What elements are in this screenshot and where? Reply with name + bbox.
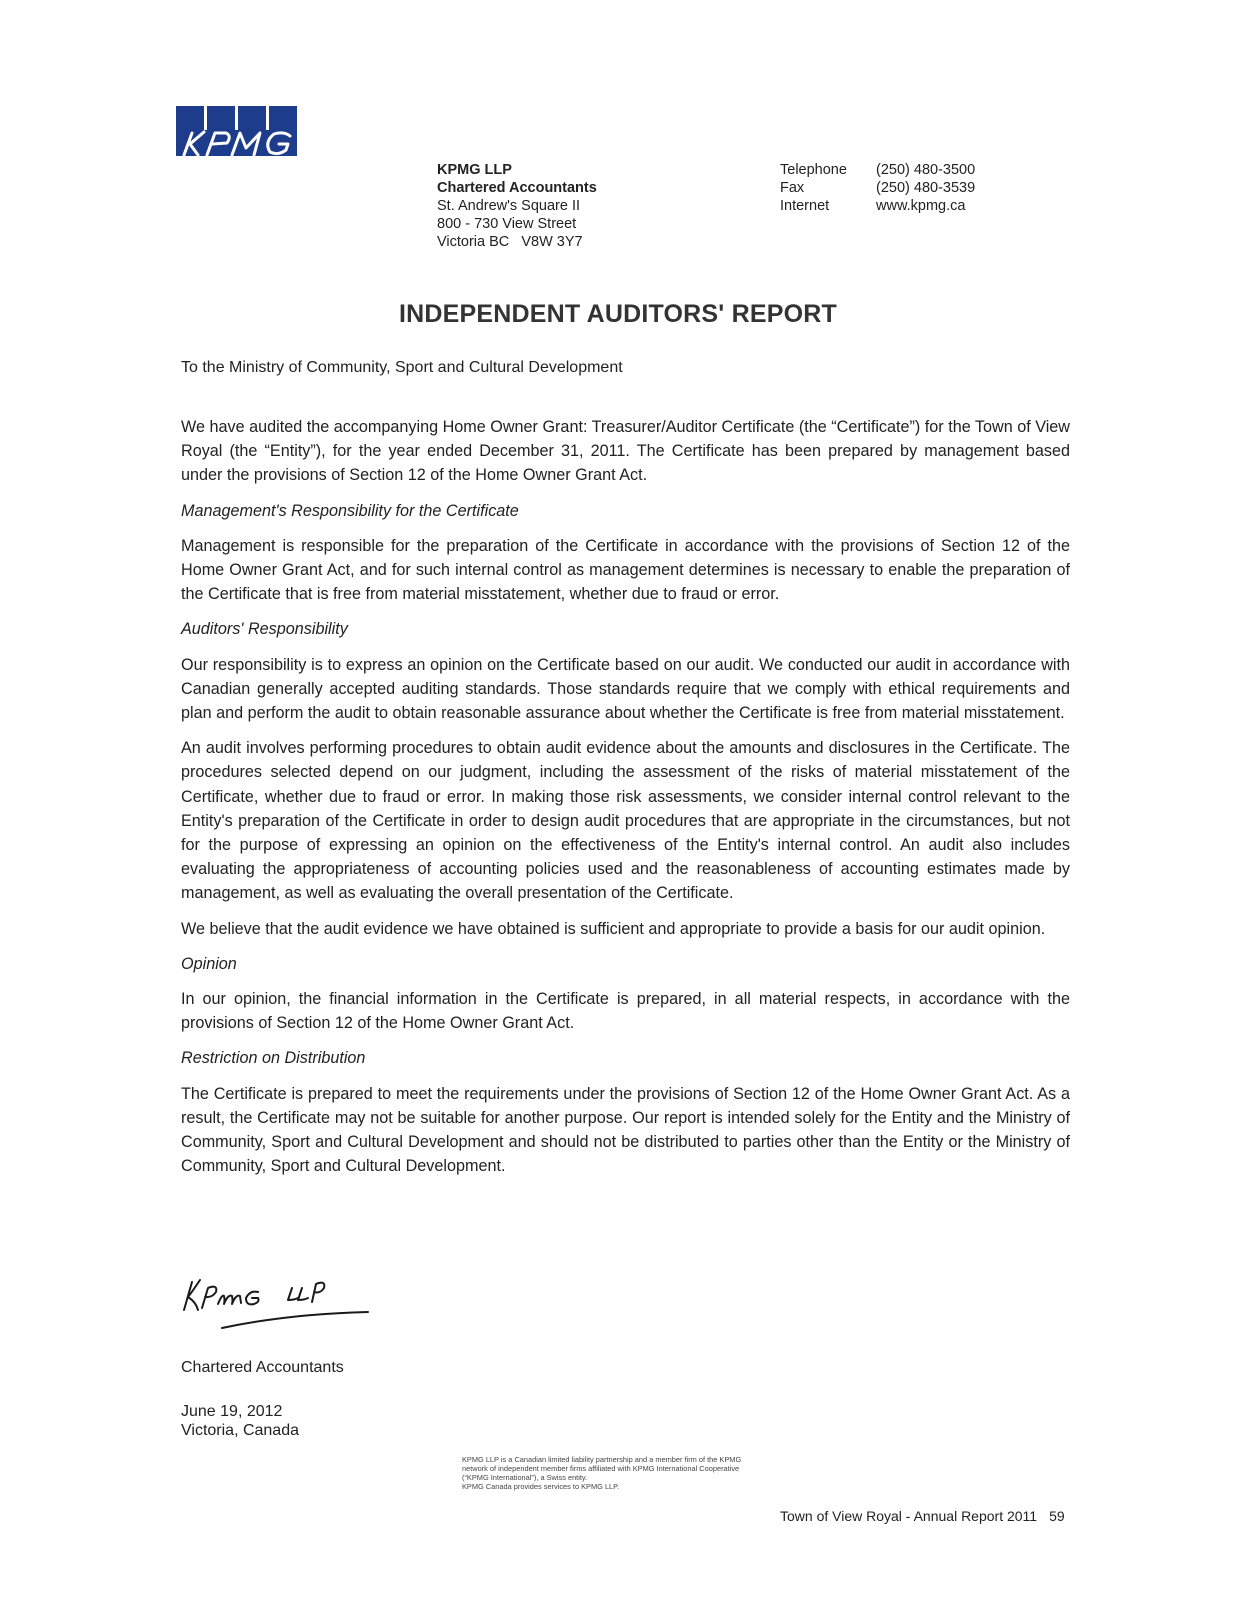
- contact-row-internet: [780, 197, 975, 215]
- opinion-paragraph: In our opinion, the financial information in the Certificate is prepared, in all material respects, in accordance with the provisions of Section 12 of the Home Owner Grant Act.: [181, 990, 1070, 1033]
- section-heading-restriction: Restriction on Distribution: [181, 1049, 366, 1068]
- signatory-title: Chartered Accountants: [181, 1359, 344, 1376]
- address-line: St. Andrew's Square II: [437, 198, 581, 214]
- contact-row-telephone: [780, 161, 975, 179]
- contact-label: Fax: [780, 180, 805, 196]
- contact-label: Telephone: [780, 162, 847, 178]
- footnote-line: KPMG Canada provides services to KPMG LLP.: [462, 1482, 620, 1491]
- addressee: To the Ministry of Community, Sport and Cultural Development: [181, 359, 623, 376]
- section-heading-auditors: Auditors' Responsibility: [181, 620, 348, 639]
- contact-label: Internet: [780, 198, 830, 214]
- auditors-paragraph-1: Our responsibility is to express an opinion on the Certificate based on our audit. We conducted our audit in accordance with Canadian generally accepted auditing standards. Those standards require that we comply with ethical requirements and plan and perform the audit to obtain reasonable assurance about whether the Certificate is free from material misstatement.: [181, 655, 1070, 723]
- footnote-line: KPMG LLP is a Canadian limited liability partnership and a member firm of the KPMG: [462, 1455, 742, 1464]
- legal-footnote: [462, 1455, 822, 1491]
- management-paragraph: Management is responsible for the preparation of the Certificate in accordance with the provisions of Section 12 of the Home Owner Grant Act, and for such internal control as management determines is necessary to enable the preparation of the Certificate that is free from material misstatement, whether due to fraud or error.: [181, 536, 1070, 604]
- report-body: [181, 415, 1070, 1189]
- date-location-block: [181, 1402, 299, 1440]
- section-heading-opinion: Opinion: [181, 954, 237, 973]
- firm-address-block: [437, 161, 597, 251]
- report-title: INDEPENDENT AUDITORS' REPORT: [399, 300, 837, 328]
- intro-paragraph: We have audited the accompanying Home Owner Grant: Treasurer/Auditor Certificate (the “Certificate”) for the Town of View Royal (the “Entity”), for the year ended December 31, 2011. The Certificate has been prepared by management based under the provisions of Section 12 of the Home Owner Grant Act.: [181, 418, 1070, 485]
- auditors-paragraph-3: We believe that the audit evidence we have obtained is sufficient and appropriate to provide a basis for our audit opinion.: [181, 919, 1046, 938]
- publication-title: Town of View Royal - Annual Report 2011: [780, 1508, 1038, 1524]
- page-number: 59: [1049, 1508, 1065, 1524]
- report-date: June 19, 2012: [181, 1403, 283, 1420]
- report-location: Victoria, Canada: [181, 1422, 299, 1439]
- page-footer: [780, 1508, 1065, 1524]
- contact-value: www.kpmg.ca: [876, 198, 966, 214]
- address-line: 800 - 730 View Street: [437, 216, 577, 232]
- address-line: Victoria BC V8W 3Y7: [437, 234, 583, 250]
- footnote-line: (“KPMG International”), a Swiss entity.: [462, 1473, 588, 1482]
- contact-value: (250) 480-3500: [876, 162, 976, 178]
- contact-block: [780, 161, 975, 215]
- contact-value: (250) 480-3539: [876, 180, 976, 196]
- restriction-paragraph: The Certificate is prepared to meet the requirements under the provisions of Section 12 of the Home Owner Grant Act. As a result, the Certificate may not be suitable for another purpose. Our report is intended solely for the Entity and the Ministry of Community, Sport and Cultural Development and should not be distributed to parties other than the Entity or the Ministry of Community, Sport and Cultural Development.: [181, 1084, 1070, 1176]
- kpmg-logo: [174, 106, 304, 164]
- section-heading-management: Management's Responsibility for the Certificate: [181, 501, 519, 520]
- firm-name: KPMG LLP: [437, 162, 512, 178]
- handwritten-signature: [178, 1270, 378, 1340]
- contact-row-fax: [780, 179, 975, 197]
- firm-type: Chartered Accountants: [437, 180, 597, 196]
- auditors-paragraph-2: An audit involves performing procedures to obtain audit evidence about the amounts and disclosures in the Certificate. The procedures selected depend on our judgment, including the assessment of the risks of material misstatement of the Certificate, whether due to fraud or error. In making those risk assessments, we consider internal control relevant to the Entity's preparation of the Certificate in order to design audit procedures that are appropriate in the circumstances, but not for the purpose of expressing an opinion on the effectiveness of the Entity's internal control. An audit also includes evaluating the appropriateness of accounting policies used and the reasonableness of accounting estimates made by management, as well as evaluating the overall presentation of the Certificate.: [181, 739, 1070, 903]
- footnote-line: network of independent member firms affiliated with KPMG International Cooperative: [462, 1464, 740, 1473]
